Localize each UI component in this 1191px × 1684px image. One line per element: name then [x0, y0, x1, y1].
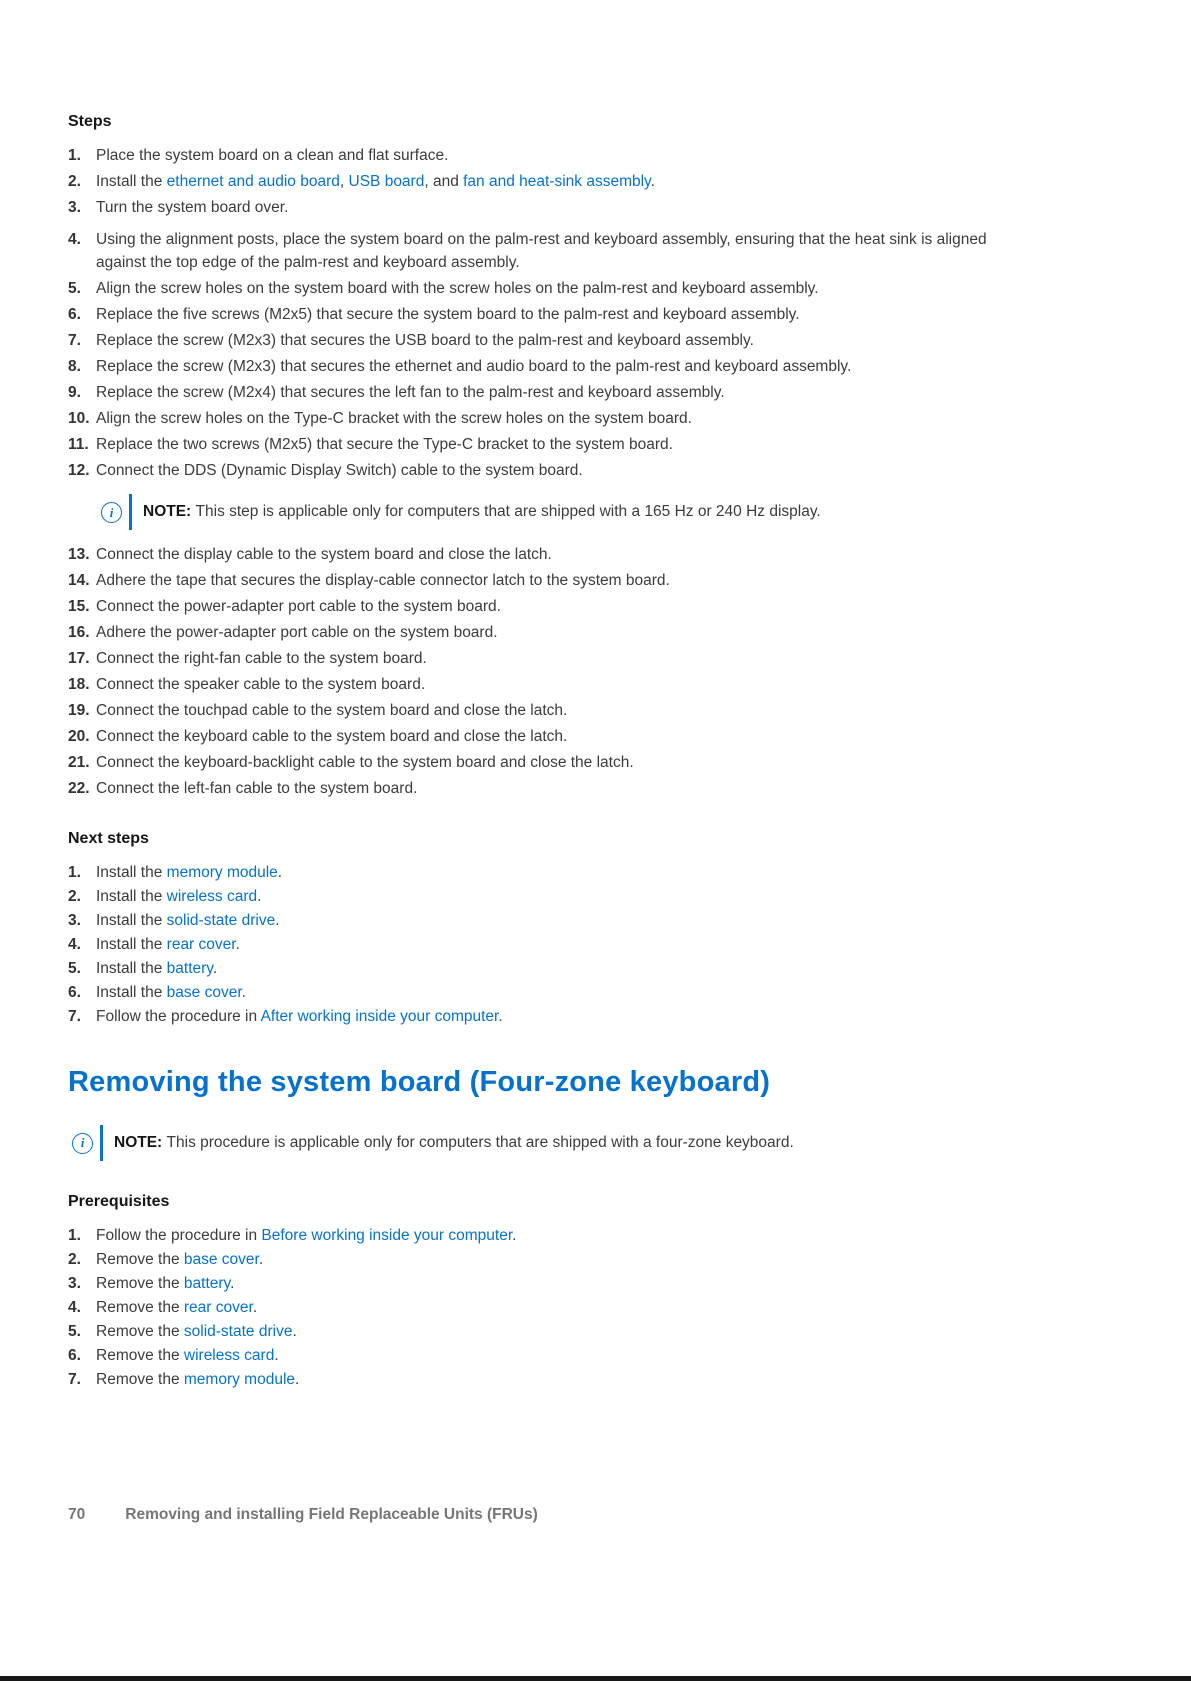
- item-number: 9.: [68, 384, 81, 401]
- list-item: [68, 144, 1123, 167]
- list-item: [68, 329, 1123, 352]
- list-item: [68, 569, 1123, 592]
- item-text: Place the system board on a clean and flat surface.: [96, 147, 449, 164]
- info-icon: i: [101, 502, 122, 523]
- item-text: Adhere the power-adapter port cable on the system board.: [96, 624, 498, 641]
- item-number: 22.: [68, 780, 90, 797]
- item-text: Remove the memory module.: [96, 1371, 300, 1388]
- item-text: Remove the solid-state drive.: [96, 1323, 297, 1340]
- item-text: Install the rear cover.: [96, 936, 240, 953]
- item-number: 21.: [68, 754, 90, 771]
- item-number: 7.: [68, 332, 81, 349]
- item-text: Connect the display cable to the system board and close the latch.: [96, 546, 552, 563]
- link-before-working-inside-your-computer[interactable]: Before working inside your computer: [261, 1227, 513, 1244]
- item-text: Connect the left-fan cable to the system board.: [96, 780, 418, 797]
- item-number: 15.: [68, 598, 90, 615]
- link-memory-module[interactable]: memory module: [183, 1371, 296, 1388]
- item-number: 6.: [68, 1347, 81, 1364]
- note-label: NOTE:: [143, 503, 196, 520]
- item-text: Install the battery.: [96, 960, 218, 977]
- link-battery[interactable]: battery: [183, 1275, 231, 1292]
- list-item: [68, 1005, 1123, 1028]
- item-text: Replace the screw (M2x3) that secures the USB board to the palm-rest and keyboard assembly.: [96, 332, 754, 349]
- item-number: 16.: [68, 624, 90, 641]
- item-number: 20.: [68, 728, 90, 745]
- link-rear-cover[interactable]: rear cover: [183, 1299, 253, 1316]
- list-item: [68, 170, 1123, 193]
- item-number: 4.: [68, 936, 81, 953]
- item-number: 2.: [68, 173, 81, 190]
- item-text: Install the ethernet and audio board, USB board, and fan and heat-sink assembly.: [96, 173, 655, 190]
- link-solid-state-drive[interactable]: solid-state drive: [166, 912, 276, 929]
- item-number: 2.: [68, 888, 81, 905]
- item-text: Connect the touchpad cable to the system board and close the latch.: [96, 702, 568, 719]
- link-memory-module[interactable]: memory module: [166, 864, 278, 881]
- list-item: [68, 228, 1123, 274]
- list-item: [68, 957, 1123, 980]
- list-item: [68, 777, 1123, 800]
- item-text: Follow the procedure in After working inside your computer.: [96, 1008, 503, 1025]
- list-item: [68, 1272, 1123, 1295]
- item-text: Remove the rear cover.: [96, 1299, 258, 1316]
- list-item: [68, 595, 1123, 618]
- list-item: [68, 1320, 1123, 1343]
- link-base-cover[interactable]: base cover: [183, 1251, 259, 1268]
- item-text: Turn the system board over.: [96, 199, 289, 216]
- list-item: [68, 861, 1123, 884]
- item-text: Remove the base cover.: [96, 1251, 264, 1268]
- next-steps-heading: Next steps: [68, 830, 149, 847]
- note-label: NOTE:: [114, 1134, 167, 1151]
- item-text: Connect the DDS (Dynamic Display Switch) cable to the system board. i NOTE: This step is applicable only for computers that are shipped with a 165 Hz or 240 Hz display.: [96, 459, 1028, 540]
- list-item: [68, 277, 1123, 300]
- item-text: Remove the battery.: [96, 1275, 235, 1292]
- link-wireless-card[interactable]: wireless card: [183, 1347, 275, 1364]
- item-text: Install the solid-state drive.: [96, 912, 280, 929]
- item-text: Install the wireless card.: [96, 888, 262, 905]
- note: [72, 1125, 1123, 1161]
- item-text: Follow the procedure in Before working inside your computer.: [96, 1227, 517, 1244]
- item-number: 7.: [68, 1008, 81, 1025]
- item-text: Replace the two screws (M2x5) that secure the Type-C bracket to the system board.: [96, 436, 673, 453]
- item-number: 5.: [68, 960, 81, 977]
- note-divider: [100, 1125, 103, 1161]
- page-number: 70: [68, 1506, 86, 1523]
- prerequisites-list: [68, 1224, 1123, 1391]
- item-number: 3.: [68, 1275, 81, 1292]
- list-item: [68, 459, 1123, 540]
- item-text: Install the base cover.: [96, 984, 246, 1001]
- item-number: 19.: [68, 702, 90, 719]
- item-number: 10.: [68, 410, 90, 427]
- item-number: 14.: [68, 572, 90, 589]
- item-text: Adhere the tape that secures the display-cable connector latch to the system board.: [96, 572, 670, 589]
- item-number: 18.: [68, 676, 90, 693]
- prerequisites-heading: Prerequisites: [68, 1193, 170, 1210]
- list-item: [68, 909, 1123, 932]
- footer-chapter-title: Removing and installing Field Replaceable Units (FRUs): [125, 1506, 538, 1523]
- next-steps-list: [68, 861, 1123, 1028]
- list-item: [68, 751, 1123, 774]
- list-item: [68, 1368, 1123, 1391]
- note: [101, 494, 1028, 530]
- link-solid-state-drive[interactable]: solid-state drive: [183, 1323, 293, 1340]
- list-item: [68, 407, 1123, 430]
- link-after-working-inside-your-computer[interactable]: After working inside your computer: [260, 1008, 499, 1025]
- list-item: [68, 725, 1123, 748]
- page-footer: [68, 1506, 538, 1524]
- item-text: Replace the screw (M2x3) that secures the ethernet and audio board to the palm-rest and keyboard assembly.: [96, 358, 852, 375]
- list-item: [68, 885, 1123, 908]
- list-item: [68, 673, 1123, 696]
- item-text: Connect the right-fan cable to the system board.: [96, 650, 427, 667]
- item-number: 1.: [68, 147, 81, 164]
- list-item: [68, 981, 1123, 1004]
- item-text: Replace the screw (M2x4) that secures the left fan to the palm-rest and keyboard assembly.: [96, 384, 725, 401]
- item-number: 2.: [68, 1251, 81, 1268]
- steps-heading: Steps: [68, 113, 112, 130]
- item-number: 6.: [68, 984, 81, 1001]
- info-icon: i: [72, 1133, 93, 1154]
- item-number: 13.: [68, 546, 90, 563]
- list-item: [68, 1296, 1123, 1319]
- item-text: Replace the five screws (M2x5) that secure the system board to the palm-rest and keyboard assembly.: [96, 306, 800, 323]
- list-item: [68, 196, 1123, 219]
- link-fan-and-heat-sink-assembly[interactable]: fan and heat-sink assembly: [463, 173, 651, 190]
- list-item: [68, 433, 1123, 456]
- item-number: 12.: [68, 462, 90, 479]
- item-text: Connect the speaker cable to the system board.: [96, 676, 426, 693]
- main-note-slot: [68, 1125, 1123, 1161]
- page-bottom-rule: [0, 1676, 1191, 1681]
- item-number: 3.: [68, 912, 81, 929]
- item-text: Align the screw holes on the Type-C bracket with the screw holes on the system board.: [96, 410, 692, 427]
- item-text: Install the memory module.: [96, 864, 283, 881]
- item-text: Connect the power-adapter port cable to the system board.: [96, 598, 501, 615]
- item-text: Connect the keyboard-backlight cable to the system board and close the latch.: [96, 754, 634, 771]
- item-number: 1.: [68, 864, 81, 881]
- link-base-cover[interactable]: base cover: [166, 984, 242, 1001]
- list-item: [68, 647, 1123, 670]
- link-usb-board[interactable]: USB board: [348, 173, 425, 190]
- item-text: Using the alignment posts, place the system board on the palm-rest and keyboard assembly, ensuring that the heat sink is aligned against the top edge of the palm-rest and keyboard assembly.: [96, 231, 987, 271]
- link-battery[interactable]: battery: [166, 960, 213, 977]
- item-number: 17.: [68, 650, 90, 667]
- item-text: Align the screw holes on the system board with the screw holes on the palm-rest and keyboard assembly.: [96, 280, 819, 297]
- item-number: 6.: [68, 306, 81, 323]
- note-text: NOTE: This step is applicable only for computers that are shipped with a 165 Hz or 240 Hz display.: [143, 503, 821, 520]
- list-item: [68, 543, 1123, 566]
- item-text: Connect the keyboard cable to the system board and close the latch.: [96, 728, 568, 745]
- item-number: 1.: [68, 1227, 81, 1244]
- section-title: Removing the system board (Four-zone keyboard): [68, 1066, 771, 1098]
- list-item: [68, 1224, 1123, 1247]
- item-number: 4.: [68, 1299, 81, 1316]
- link-wireless-card[interactable]: wireless card: [166, 888, 258, 905]
- list-item: [68, 1344, 1123, 1367]
- list-item: [68, 621, 1123, 644]
- list-item: [68, 303, 1123, 326]
- list-item: [68, 699, 1123, 722]
- item-number: 4.: [68, 231, 81, 248]
- item-number: 5.: [68, 1323, 81, 1340]
- list-item: [68, 355, 1123, 378]
- note-text: NOTE: This procedure is applicable only for computers that are shipped with a four-zone keyboard.: [114, 1134, 794, 1151]
- note-divider: [129, 494, 132, 530]
- item-number: 3.: [68, 199, 81, 216]
- steps-list: [68, 144, 1123, 800]
- item-text: Remove the wireless card.: [96, 1347, 279, 1364]
- list-item: [68, 933, 1123, 956]
- item-number: 8.: [68, 358, 81, 375]
- list-item: [68, 381, 1123, 404]
- item-number: 7.: [68, 1371, 81, 1388]
- list-item: [68, 1248, 1123, 1271]
- item-number: 5.: [68, 280, 81, 297]
- item-number: 11.: [68, 436, 89, 453]
- link-ethernet-and-audio-board[interactable]: ethernet and audio board: [166, 173, 340, 190]
- link-rear-cover[interactable]: rear cover: [166, 936, 236, 953]
